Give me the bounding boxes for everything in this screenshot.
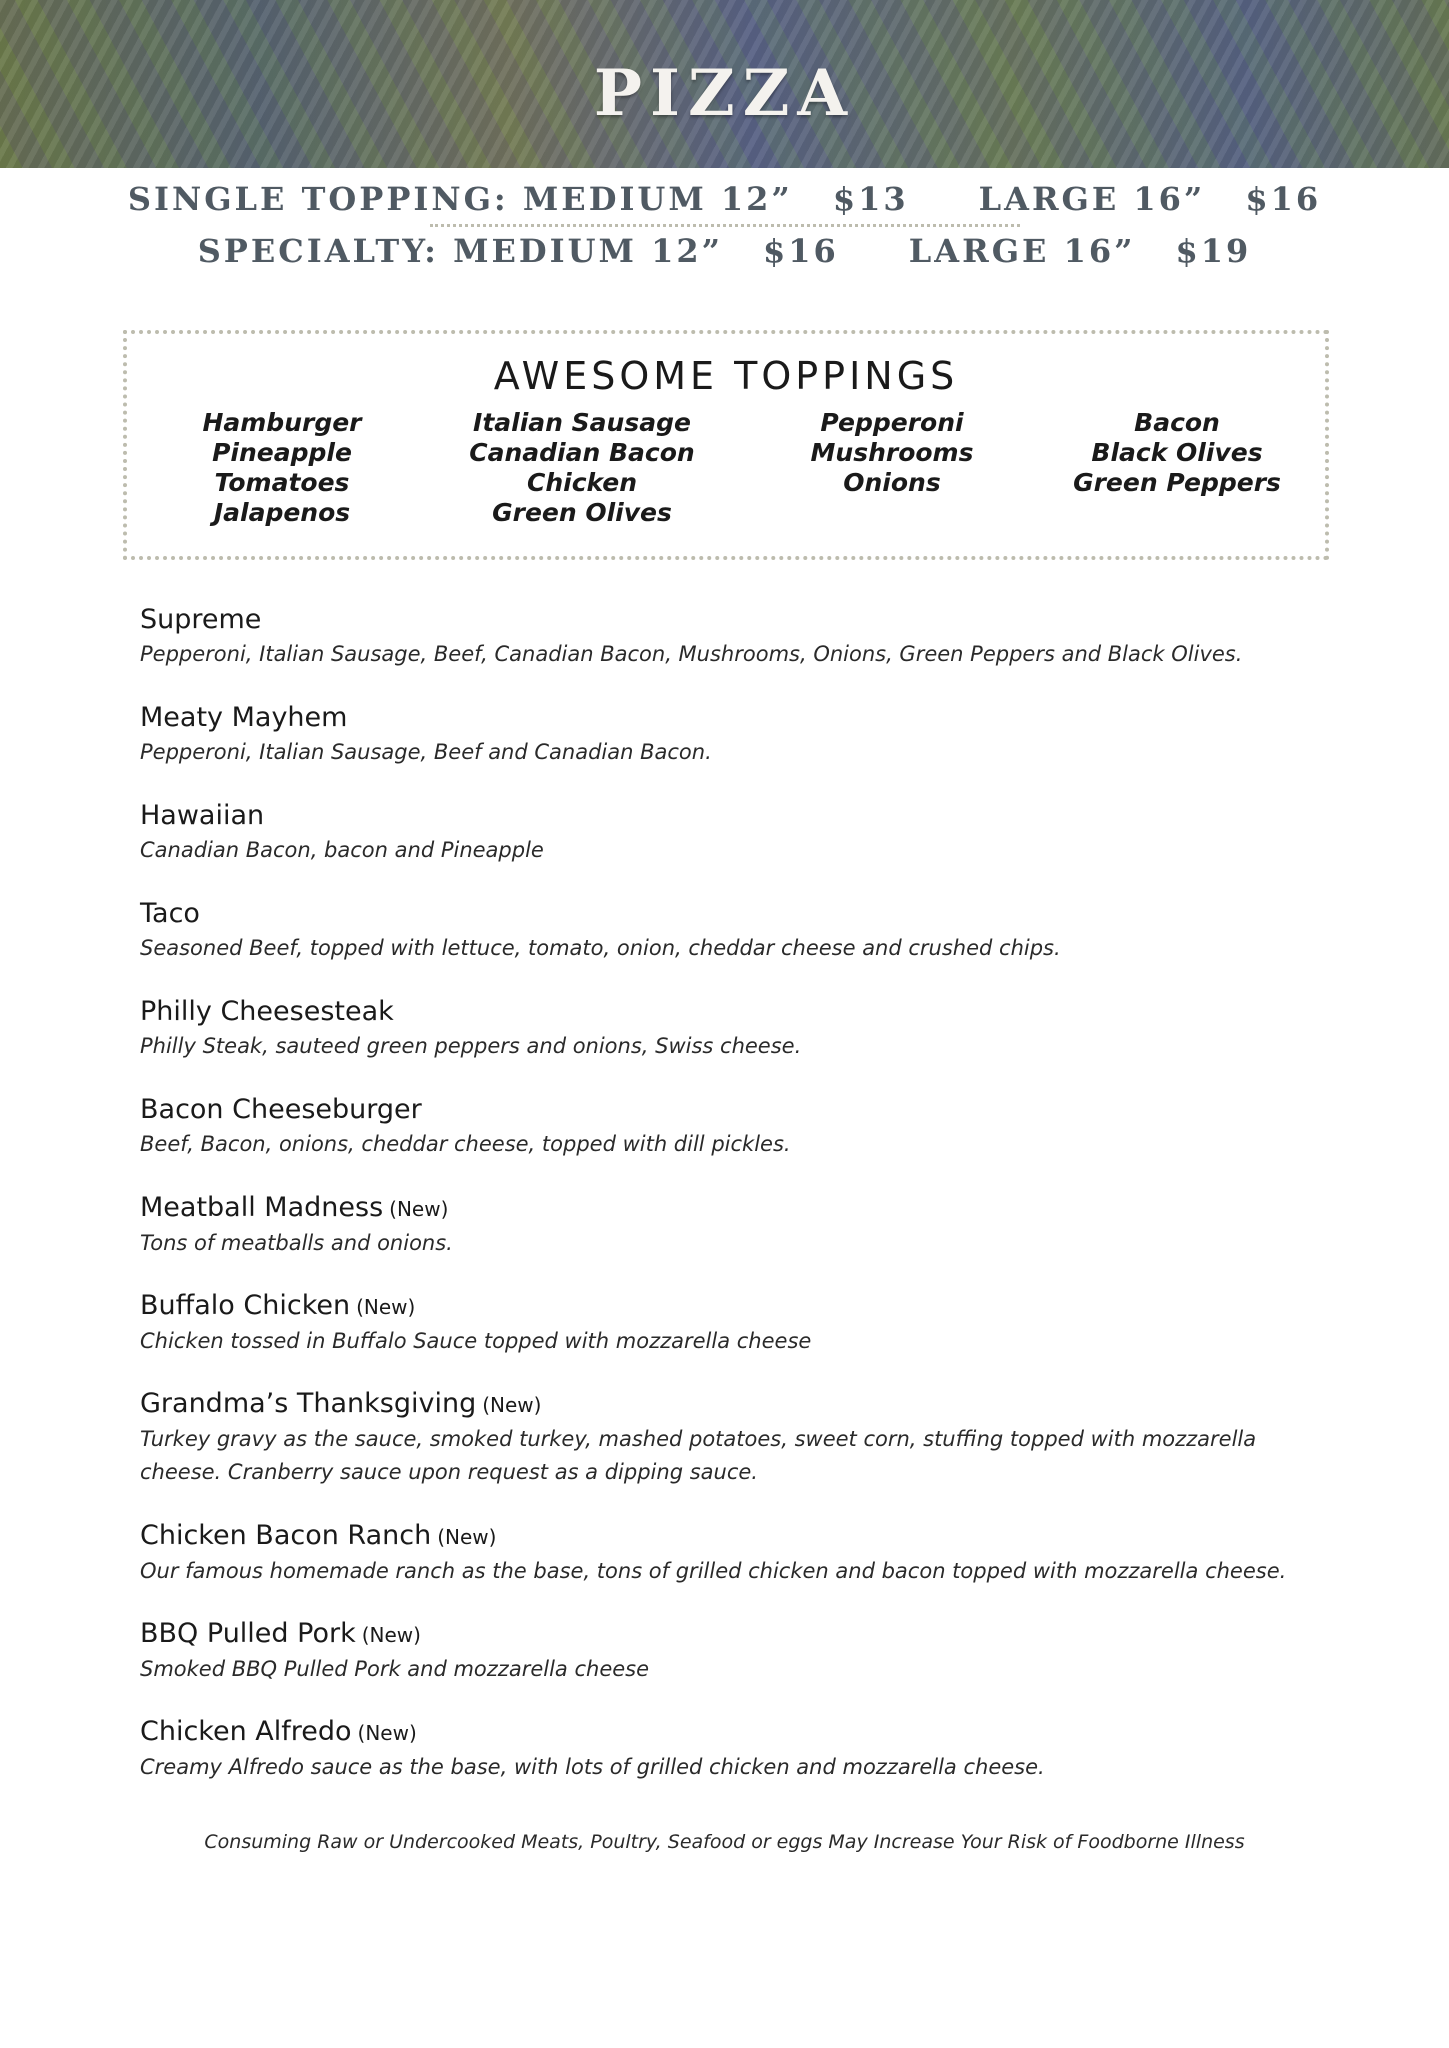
menu-item-chicken-alfredo xyxy=(140,1714,1340,1812)
item-description: Our famous homemade ranch as the base, tons of grilled chicken and bacon topped with mozzarella cheese. xyxy=(140,1559,1287,1583)
health-warning: Consuming Raw or Undercooked Meats, Poultry, Seafood or eggs May Increase Your Risk of Foodborne Illness xyxy=(204,1831,1245,1853)
item-name: Taco xyxy=(140,898,200,929)
specialty-medium-label: SPECIALTY: MEDIUM 12” xyxy=(197,232,723,270)
specialty-medium-price: $16 xyxy=(763,232,839,270)
topping-item: Pineapple xyxy=(212,438,352,467)
menu-item-bbq-pulled-pork xyxy=(140,1616,1340,1714)
menu-item-hawaiian xyxy=(140,798,1340,896)
item-name: BBQ Pulled Pork xyxy=(140,1618,356,1649)
single-topping-large-price: $16 xyxy=(1245,180,1322,218)
item-description: Chicken tossed in Buffalo Sauce topped with mozzarella cheese xyxy=(140,1329,812,1353)
toppings-column-2 xyxy=(427,408,737,528)
page-title: PIZZA xyxy=(593,56,856,131)
single-topping-medium-price: $13 xyxy=(832,180,909,218)
topping-item: Bacon xyxy=(1134,408,1220,437)
item-description: Tons of meatballs and onions. xyxy=(140,1231,453,1255)
topping-item: Italian Sausage xyxy=(473,408,691,437)
item-description: Seasoned Beef, topped with lettuce, tomato, onion, cheddar cheese and crushed chips. xyxy=(140,936,1061,960)
item-description: Canadian Bacon, bacon and Pineapple xyxy=(140,838,544,862)
menu-item-meaty-mayhem xyxy=(140,700,1340,798)
item-name: Hawaiian xyxy=(140,800,265,831)
toppings-column-3 xyxy=(737,408,1047,498)
new-badge: (New) xyxy=(357,1721,417,1745)
item-name: Chicken Bacon Ranch xyxy=(140,1520,432,1551)
item-description: Creamy Alfredo sauce as the base, with lots of grilled chicken and mozzarella cheese. xyxy=(140,1755,1045,1779)
topping-item: Green Peppers xyxy=(1073,468,1281,497)
new-badge: (New) xyxy=(437,1525,497,1549)
pizza-list xyxy=(140,602,1340,1812)
item-name: Philly Cheesesteak xyxy=(140,996,394,1027)
toppings-column-4 xyxy=(1027,408,1327,498)
menu-item-buffalo-chicken xyxy=(140,1288,1340,1386)
new-badge: (New) xyxy=(482,1393,542,1417)
menu-item-taco xyxy=(140,896,1340,994)
specialty-large-label: LARGE 16” xyxy=(908,232,1136,270)
item-name: Grandma’s Thanksgiving xyxy=(140,1388,477,1419)
topping-item: Hamburger xyxy=(202,408,362,437)
topping-item: Pepperoni xyxy=(820,408,964,437)
item-description: Beef, Bacon, onions, cheddar cheese, topped with dill pickles. xyxy=(140,1132,791,1156)
item-description: Turkey gravy as the sauce, smoked turkey, mashed potatoes, sweet corn, stuffing topped with mozzarella cheese. Cranberry sauce upon request as a dipping sauce. xyxy=(140,1427,1257,1484)
new-badge: (New) xyxy=(389,1197,449,1221)
item-description: Pepperoni, Italian Sausage, Beef, Canadian Bacon, Mushrooms, Onions, Green Peppers and Black Olives. xyxy=(140,642,1243,666)
topping-item: Chicken xyxy=(526,468,638,497)
menu-item-grandmas-thanksgiving xyxy=(140,1386,1340,1518)
header-banner xyxy=(0,0,1449,168)
item-name: Meaty Mayhem xyxy=(140,702,348,733)
new-badge: (New) xyxy=(361,1623,421,1647)
toppings-column-1 xyxy=(147,408,417,528)
item-name: Bacon Cheeseburger xyxy=(140,1094,422,1125)
single-topping-large-label: LARGE 16” xyxy=(978,180,1206,218)
menu-item-supreme xyxy=(140,602,1340,700)
menu-item-chicken-bacon-ranch xyxy=(140,1518,1340,1616)
single-topping-prices xyxy=(0,180,1449,218)
item-name: Meatball Madness xyxy=(140,1192,384,1223)
specialty-prices xyxy=(0,232,1449,270)
toppings-title: AWESOME TOPPINGS xyxy=(493,354,959,398)
price-divider xyxy=(430,224,1020,227)
item-name: Chicken Alfredo xyxy=(140,1716,352,1747)
topping-item: Tomatoes xyxy=(214,468,350,497)
topping-item: Canadian Bacon xyxy=(469,438,695,467)
menu-item-philly-cheesesteak xyxy=(140,994,1340,1092)
topping-item: Onions xyxy=(843,468,941,497)
topping-item: Green Olives xyxy=(492,498,672,527)
new-badge: (New) xyxy=(356,1295,416,1319)
topping-item: Black Olives xyxy=(1091,438,1263,467)
specialty-large-price: $19 xyxy=(1175,232,1252,270)
item-description: Pepperoni, Italian Sausage, Beef and Canadian Bacon. xyxy=(140,740,712,764)
item-description: Smoked BBQ Pulled Pork and mozzarella cheese xyxy=(140,1657,650,1681)
toppings-box xyxy=(123,330,1329,560)
item-description: Philly Steak, sauteed green peppers and onions, Swiss cheese. xyxy=(140,1034,802,1058)
topping-item: Jalapenos xyxy=(213,498,351,527)
item-name: Supreme xyxy=(140,604,262,635)
topping-item: Mushrooms xyxy=(810,438,974,467)
menu-item-meatball-madness xyxy=(140,1190,1340,1288)
single-topping-medium-label: SINGLE TOPPING: MEDIUM 12” xyxy=(127,180,793,218)
menu-item-bacon-cheeseburger xyxy=(140,1092,1340,1190)
item-name: Buffalo Chicken xyxy=(140,1290,351,1321)
